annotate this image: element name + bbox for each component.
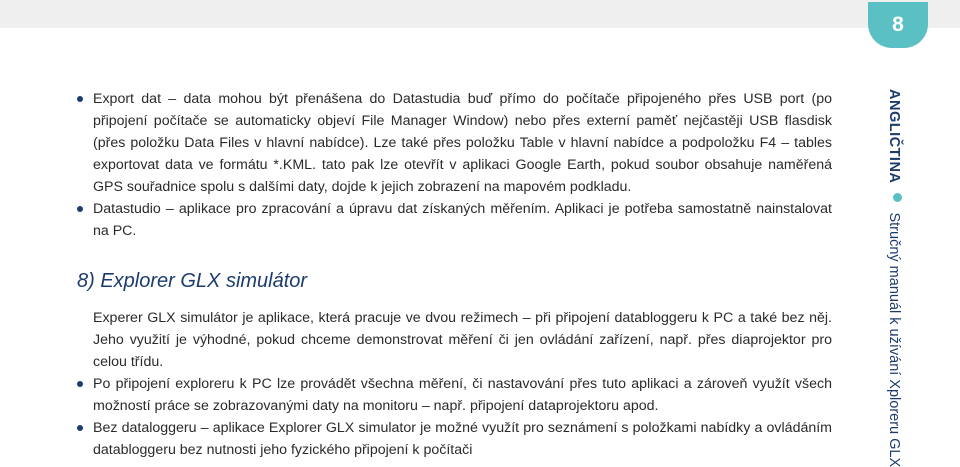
list-item: Export dat – data mohou být přenášena do Datastudia buď přímo do počítače připojeného přes USB port (po připojení počítače se automaticky objeví File Manager Window) nebo přes externí paměť nejčastěji USB flasdisk (přes položku Data Files v hlavní nabídce). Lze také přes položku Table v hlavní nabídce a podpoložku F4 – tables exportovat data ve formátu *.KML. tato pak lze otevřít v aplikaci Google Earth, pokud soubor obsahuje naměřená GPS souřadnice spolu s dalšími daty, dojde k jejich zobrazení na mapovém podkladu. [77,88,832,198]
sidebar-manual-title: Stručný manuál k užívání Xploreru GLX [886,212,902,467]
section-heading: 8) Explorer GLX simulátor [77,270,308,292]
list-item: Po připojení exploreru k PC lze provádět všechna měření, či nastavování přes tuto aplikaci a zároveň využít všech možností práce se zobrazovanými daty na monitoru – např. připojení dataprojektoru apod. [77,373,832,417]
content-area [77,88,832,461]
list-item: Bez dataloggeru – aplikace Explorer GLX simulator je možné využít pro seznámení s položkami nabídky a ovládáním databloggeru bez nutnosti jeho fyzického připojení k počítači [77,417,832,461]
top-band [0,0,960,28]
intro-bullet-list [77,88,832,242]
sidebar-language: ANGLIČTINA [886,89,902,184]
section-bullet-list [77,373,832,461]
list-item: Datastudio – aplikace pro zpracování a úpravu dat získaných měřením. Aplikaci je potřeba samostatně nainstalovat na PC. [77,198,832,242]
vertical-sidebar-label [883,89,905,467]
section-paragraph: Experer GLX simulátor je aplikace, která pracuje ve dvou režimech – při připojení databloggeru k PC a také bez něj. Jeho využití je výhodné, pokud chceme demonstrovat měření či jen ovládání zařízení, např. přes diaprojektor pro celou třídu. [93,310,832,370]
page-number-badge: 8 [868,2,928,48]
bullet-dot-icon [893,193,902,202]
